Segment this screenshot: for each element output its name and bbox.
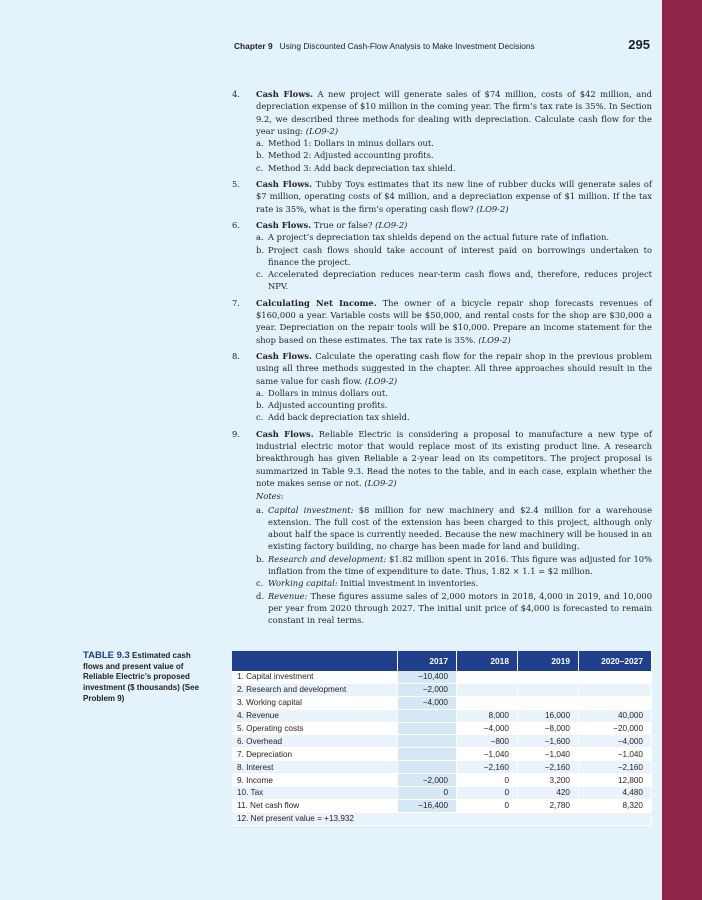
value-cell <box>579 683 652 696</box>
notes-list <box>256 504 652 627</box>
value-cell <box>518 683 579 696</box>
value-cell: −1,600 <box>518 735 579 748</box>
sub-text: Add back depreciation tax shield. <box>268 412 410 423</box>
sub-letter: b. <box>256 400 264 411</box>
sub-text: Project cash flows should take account of interest paid on borrowings undertaken to finance the project. <box>268 244 652 267</box>
value-cell: −16,400 <box>398 799 457 812</box>
note-text: Initial investment in inventories. <box>340 578 479 589</box>
sub-question <box>256 268 652 293</box>
learning-objective: (LO9-2) <box>478 334 511 345</box>
sub-text: A project’s depreciation tax shields depend on the actual future rate of inflation. <box>268 232 610 243</box>
value-cell <box>518 696 579 709</box>
table-row <box>232 748 652 761</box>
problem-number: 6. <box>232 219 240 230</box>
problem-item <box>232 219 652 293</box>
value-cell: −4,000 <box>579 735 652 748</box>
value-cell <box>398 735 457 748</box>
notes-label: Notes: <box>256 491 284 502</box>
value-cell <box>398 722 457 735</box>
running-header <box>234 37 650 52</box>
table-body <box>232 671 652 825</box>
header-cell-2017: 2017 <box>398 651 457 671</box>
value-cell <box>398 709 457 722</box>
table-caption <box>83 651 213 705</box>
row-label-cell: 3. Working capital <box>232 696 398 709</box>
table-row <box>232 709 652 722</box>
sub-question <box>256 149 652 161</box>
value-cell: −2,160 <box>457 761 518 774</box>
row-label-cell: 4. Revenue <box>232 709 398 722</box>
sub-question <box>256 137 652 149</box>
sub-question <box>256 162 652 174</box>
chapter-heading <box>234 41 535 51</box>
value-cell: 0 <box>398 787 457 800</box>
value-cell: −2,000 <box>398 774 457 787</box>
value-cell: −1,040 <box>457 748 518 761</box>
table-row-npv <box>232 812 652 825</box>
sub-question <box>256 387 652 399</box>
value-cell: −2,160 <box>518 761 579 774</box>
sub-letter: a. <box>256 387 264 398</box>
value-cell: 3,200 <box>518 774 579 787</box>
problem-title: Cash Flows. <box>256 219 312 230</box>
problem-item <box>232 297 652 346</box>
value-cell: 0 <box>457 787 518 800</box>
problem-item <box>232 88 652 174</box>
value-cell: −20,000 <box>579 722 652 735</box>
sub-question <box>256 244 652 269</box>
cash-flow-table <box>232 651 652 826</box>
value-cell <box>457 696 518 709</box>
table-row <box>232 787 652 800</box>
sub-question <box>256 231 652 243</box>
value-cell: −2,160 <box>579 761 652 774</box>
value-cell: 16,000 <box>518 709 579 722</box>
sub-letter: c. <box>256 162 264 173</box>
value-cell: −800 <box>457 735 518 748</box>
note-term: Working capital: <box>268 578 338 589</box>
header-cell-blank <box>232 651 398 671</box>
note-term: Revenue: <box>268 590 308 601</box>
row-label-cell: 9. Income <box>232 774 398 787</box>
chapter-side-tab <box>662 0 702 900</box>
note-text: $8 million for new machinery and $2.4 million for a warehouse extension. The full cost of the extension has been charged to this project, although only about half the space is currently needed. Because the new machinery will be housed in an existing factory building, no charge has been made for land and building. <box>268 504 653 552</box>
value-cell <box>398 761 457 774</box>
chapter-title: Using Discounted Cash-Flow Analysis to Make Investment Decisions <box>279 41 535 51</box>
value-cell: 8,000 <box>457 709 518 722</box>
npv-cell: 12. Net present value = +13,932 <box>232 812 652 825</box>
problem-text: The owner of a bicycle repair shop forecasts revenues of $160,000 a year. Variable costs will be $50,000, and rental costs for the shop are $30,000 a year. Depreciation on the repair tools will be $10,000. Prepare an income statement for the shop based on these estimates. The tax rate is 35%. <box>256 297 653 345</box>
value-cell: −1,040 <box>518 748 579 761</box>
table-header-row <box>232 651 652 671</box>
value-cell <box>579 671 652 683</box>
value-cell: 40,000 <box>579 709 652 722</box>
problem-number: 9. <box>232 428 240 439</box>
sub-letter: a. <box>256 138 264 149</box>
table-label: TABLE 9.3 <box>83 650 130 661</box>
sub-text: Dollars in minus dollars out. <box>268 387 388 398</box>
sub-letter: c. <box>256 269 264 280</box>
note-item <box>256 577 652 589</box>
table-row <box>232 735 652 748</box>
note-item <box>256 553 652 578</box>
value-cell <box>398 748 457 761</box>
note-text: $1.82 million spent in 2016. This figure was adjusted for 10% inflation from the time of expenditure to date. Thus, 1.82 × 1.1 = $2 million. <box>268 553 652 576</box>
problem-text: True or false? <box>313 219 373 230</box>
value-cell: −1,040 <box>579 748 652 761</box>
problem-list <box>232 88 652 630</box>
table-row <box>232 799 652 812</box>
problem-item <box>232 350 652 424</box>
problem-number: 8. <box>232 350 240 361</box>
row-label-cell: 10. Tax <box>232 787 398 800</box>
learning-objective: (LO9-2) <box>476 203 509 214</box>
row-label-cell: 1. Capital investment <box>232 671 398 683</box>
value-cell <box>579 696 652 709</box>
value-cell: 0 <box>457 799 518 812</box>
learning-objective: (LO9-2) <box>364 375 398 386</box>
problem-number: 4. <box>232 89 240 99</box>
page-number: 295 <box>628 37 650 52</box>
table-caption-text: Estimated cash flows and present value of Reliable Electric’s proposed investment ($ thousands) (See Problem 9) <box>83 651 200 703</box>
value-cell: −10,400 <box>398 671 457 683</box>
note-text: These figures assume sales of 2,000 motors in 2018, 4,000 in 2019, and 10,000 per year from 2020 through 2027. The initial unit price of $4,000 is forecasted to remain constant in real terms. <box>268 590 652 626</box>
problem-title: Cash Flows. <box>256 428 314 439</box>
value-cell: 8,320 <box>579 799 652 812</box>
problem-title: Cash Flows. <box>256 89 313 99</box>
problem-9 <box>232 428 652 627</box>
table-row <box>232 696 652 709</box>
value-cell: −4,000 <box>457 722 518 735</box>
note-letter: b. <box>256 553 264 564</box>
learning-objective: (LO9-2) <box>305 125 339 136</box>
learning-objective: (LO9-2) <box>375 219 408 230</box>
table-row <box>232 774 652 787</box>
note-letter: c. <box>256 578 264 589</box>
row-label-cell: 11. Net cash flow <box>232 799 398 812</box>
value-cell: 2,780 <box>518 799 579 812</box>
problem-number: 5. <box>232 179 240 190</box>
table-row <box>232 671 652 683</box>
chapter-label: Chapter 9 <box>234 41 273 51</box>
row-label-cell: 2. Research and development <box>232 683 398 696</box>
sub-text: Method 3: Add back depreciation tax shield. <box>268 162 456 173</box>
value-cell: 0 <box>457 774 518 787</box>
value-cell: −2,000 <box>398 683 457 696</box>
sub-text: Method 2: Adjusted accounting profits. <box>268 150 434 161</box>
problem-item <box>232 178 652 215</box>
value-cell: 4,480 <box>579 787 652 800</box>
note-term: Capital investment: <box>268 504 354 515</box>
row-label-cell: 6. Overhead <box>232 735 398 748</box>
table-row <box>232 722 652 735</box>
value-cell: −8,000 <box>518 722 579 735</box>
problem-title: Cash Flows. <box>256 179 313 190</box>
sub-letter: a. <box>256 232 264 243</box>
problem-title: Cash Flows. <box>256 350 312 361</box>
table-row <box>232 761 652 774</box>
sub-question <box>256 399 652 411</box>
sub-text: Method 1: Dollars in minus dollars out. <box>268 138 434 149</box>
sub-question <box>256 411 652 423</box>
sub-letter: c. <box>256 412 264 423</box>
value-cell <box>457 671 518 683</box>
row-label-cell: 5. Operating costs <box>232 722 398 735</box>
problem-text: A new project will generate sales of $74 million, costs of $42 million, and depreciation expense of $10 million in the coming year. The firm’s tax rate is 35%. In Section 9.2, we described three methods for dealing with depreciation. Calculate cash flow for the year using: <box>256 89 652 136</box>
sub-letter: b. <box>256 150 264 161</box>
problem-text: Tubby Toys estimates that its new line of rubber ducks will generate sales of $7 million, operating costs of $4 million, and a depreciation expense of $1 million. If the tax rate is 35%, what is the firm’s operating cash flow? <box>256 179 653 214</box>
note-letter: a. <box>256 504 264 515</box>
learning-objective: (LO9-2) <box>364 477 397 488</box>
value-cell: 12,800 <box>579 774 652 787</box>
problem-number: 7. <box>232 297 240 308</box>
problems-4-to-8 <box>232 88 652 424</box>
value-cell: 420 <box>518 787 579 800</box>
problem-text: Reliable Electric is considering a proposal to manufacture a new type of industrial electric motor that would replace most of its existing product line. A research breakthrough has given Reliable a 2-year lead on its competitors. The project proposal is summarized in Table 9.3. Read the notes to the table, and in each case, explain whether the note makes sense or not. <box>256 428 652 488</box>
header-cell-2018: 2018 <box>457 651 518 671</box>
note-term: Research and development: <box>268 553 387 564</box>
sub-letter: b. <box>256 244 264 255</box>
value-cell <box>457 683 518 696</box>
note-item <box>256 590 652 627</box>
header-cell-2019: 2019 <box>518 651 579 671</box>
note-letter: d. <box>256 590 264 601</box>
value-cell: −4,000 <box>398 696 457 709</box>
problem-title: Calculating Net Income. <box>256 297 377 308</box>
row-label-cell: 8. Interest <box>232 761 398 774</box>
table-row <box>232 683 652 696</box>
sub-text: Accelerated depreciation reduces near-term cash flows and, therefore, reduces project NPV. <box>268 269 652 292</box>
header-cell-2020-2027: 2020–2027 <box>579 651 652 671</box>
row-label-cell: 7. Depreciation <box>232 748 398 761</box>
problem-text: Calculate the operating cash flow for the repair shop in the previous problem using all three methods suggested in the chapter. All three approaches should result in the same value for cash flow. <box>256 350 653 386</box>
value-cell <box>518 671 579 683</box>
note-item <box>256 504 652 553</box>
sub-text: Adjusted accounting profits. <box>268 400 388 411</box>
